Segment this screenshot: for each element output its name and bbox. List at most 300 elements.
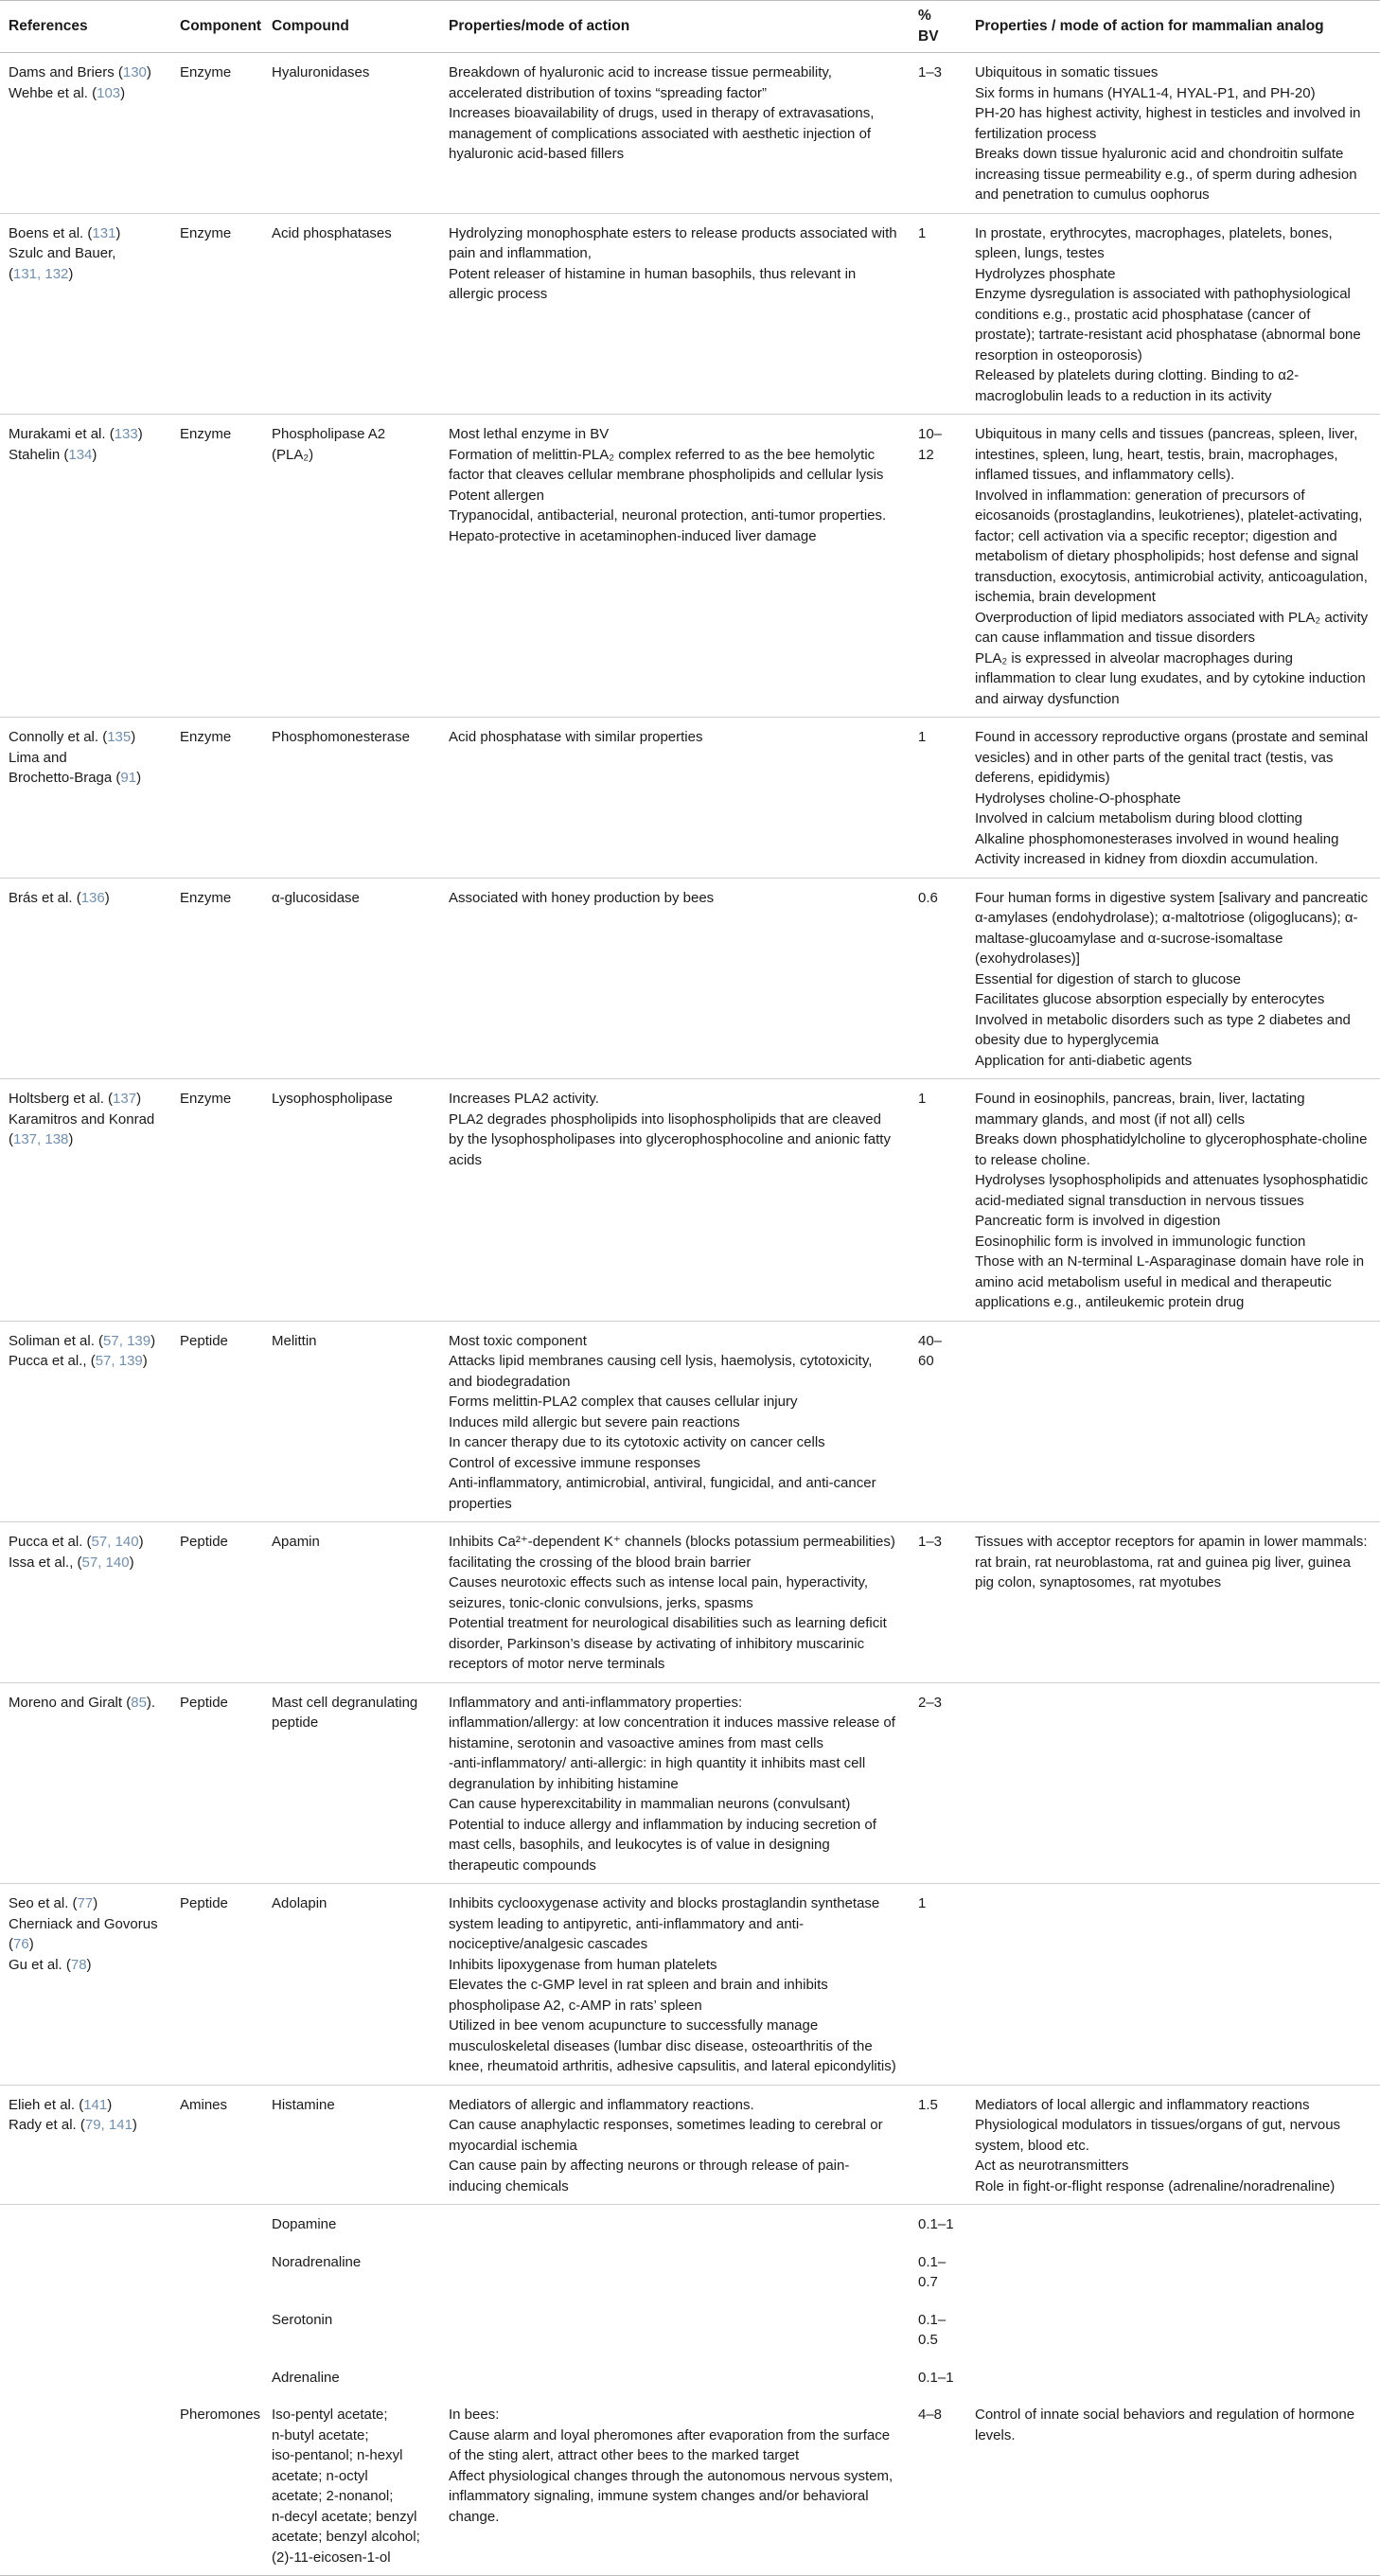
reference-text: ( [9, 1131, 13, 1147]
reference-suffix: ) [120, 84, 126, 101]
reference-line [9, 1089, 160, 1110]
cell-properties [440, 53, 910, 214]
mammalian-analog-line: Role in fight-or-flight response (adrenaline/noradrenaline) [975, 2177, 1336, 2194]
cell-compound [263, 718, 440, 879]
reference-line [9, 243, 160, 264]
properties-line: Hepato-protective in acetaminophen-induced liver damage [449, 527, 817, 544]
properties-line: Affect physiological changes through the autonomous nervous system, inflammatory signaling, immune system changes and/or behavioral change. [449, 2467, 893, 2525]
reference-line [9, 1914, 160, 1935]
properties-line: Causes neurotoxic effects such as intense local pain, hyperactivity, seizures, tonic-clonic convulsions, jerks, spasms [449, 1574, 869, 1611]
header-properties: Properties/mode of action [440, 1, 910, 53]
reference-text: Soliman et al. ( [9, 1332, 104, 1349]
citation-link[interactable]: 134 [68, 446, 93, 463]
citation-link[interactable]: 141 [83, 2096, 108, 2113]
mammalian-analog-line: Involved in metabolic disorders such as type 2 diabetes and obesity due to hyperglycemia [975, 1011, 1351, 1048]
citation-link[interactable]: 136 [80, 889, 105, 906]
properties-line: Cause alarm and loyal pheromones after evaporation from the surface of the sting alert, attract other bees to the marked target [449, 2426, 891, 2463]
mammalian-analog-line: Breaks down tissue hyaluronic acid and chondroitin sulfate increasing tissue permeability e.g., of sperm during adhesion and penetration to cumulus oophorus [975, 146, 1357, 203]
table-row [0, 2205, 1380, 2243]
cell-mammalian-analog [966, 2243, 1380, 2301]
cell-compound [263, 415, 440, 718]
reference-suffix: ) [137, 426, 143, 442]
reference-line [9, 1532, 160, 1553]
cell-compound [263, 2205, 440, 2243]
cell-compound [263, 53, 440, 214]
properties-line: Increases bioavailability of drugs, used in therapy of extravasations, management of complications associated with aesthetic injection of hyaluronic acid-based fillers [449, 105, 875, 162]
mammalian-analog-line: Breaks down phosphatidylcholine to glycerophosphate-choline to release choline. [975, 1131, 1368, 1168]
table-row [0, 1884, 1380, 2086]
properties-line: Inflammatory and anti-inflammatory properties: [449, 1694, 743, 1711]
cell-mammalian-analog [966, 213, 1380, 415]
reference-suffix: ) [132, 2117, 137, 2133]
cell-mammalian-analog [966, 1884, 1380, 2086]
cell-references [0, 2243, 171, 2301]
reference-line [9, 888, 160, 909]
header-mammalian-analog: Properties / mode of action for mammalian analog [966, 1, 1380, 53]
cell-component: Enzyme [171, 213, 263, 415]
mammalian-analog-line: Four human forms in digestive system [salivary and pancreatic α-amylases (endohydrolase); α-maltotriose (oligoglucans); α-maltase-glucoamylase and α-sucrose-isomaltase (exohydrolases)] [975, 889, 1369, 967]
mammalian-analog-line: Eosinophilic form is involved in immunologic function [975, 1233, 1306, 1250]
properties-line: Control of excessive immune responses [449, 1454, 700, 1471]
mammalian-analog-line: Hydrolyses lysophospholipids and attenuates lysophosphatidic acid-mediated signal transduction in nervous tissues [975, 1172, 1369, 1209]
cell-component: Enzyme [171, 1079, 263, 1322]
mammalian-analog-line: Mediators of local allergic and inflammatory reactions [975, 2096, 1310, 2113]
reference-text: ( [9, 265, 13, 282]
reference-line [9, 1955, 160, 1976]
cell-percent-bv: 1.5 [910, 2085, 966, 2205]
reference-suffix: ) [142, 1353, 148, 1369]
cell-compound [263, 2085, 440, 2205]
properties-line: Potential to induce allergy and inflammation by inducing secretion of mast cells, basophils, and leukocytes is of value in designing therapeutic compounds [449, 1816, 876, 1874]
mammalian-analog-line: Found in accessory reproductive organs (prostate and seminal vesicles) and in other parts of the genital tract (testis, vas deferens, epididymis) [975, 729, 1369, 786]
reference-text: Elieh et al. ( [9, 2096, 84, 2113]
table-header [0, 1, 1380, 53]
table-row [0, 2301, 1380, 2358]
reference-text: Dams and Briers ( [9, 64, 123, 80]
table-row [0, 1522, 1380, 1683]
reference-suffix: ) [68, 265, 74, 282]
cell-compound [263, 1522, 440, 1683]
reference-text: Wehbe et al. ( [9, 84, 97, 101]
compound-line: Noradrenaline [272, 2253, 362, 2270]
reference-suffix: ) [92, 446, 97, 463]
mammalian-analog-line: Overproduction of lipid mediators associated with PLA₂ activity can cause inflammation and tissue disorders [975, 609, 1369, 646]
mammalian-analog-line: PLA₂ is expressed in alveolar macrophages during inflammation to clear lung exudates, and by cytokine induction and airway dysfunction [975, 649, 1366, 707]
mammalian-analog-line: Activity increased in kidney from dioxdin accumulation. [975, 851, 1318, 867]
properties-line: Most toxic component [449, 1332, 587, 1349]
cell-references [0, 2395, 171, 2576]
cell-properties [440, 415, 910, 718]
reference-text: Cherniack and Govorus [9, 1915, 158, 1932]
mammalian-analog-line: Found in eosinophils, pancreas, brain, liver, lactating mammary glands, and most (if not all) cells [975, 1091, 1305, 1128]
reference-text: Murakami et al. ( [9, 426, 115, 442]
header-references: References [0, 1, 171, 53]
reference-line [9, 424, 160, 445]
properties-line: In cancer therapy due to its cytotoxic activity on cancer cells [449, 1434, 825, 1450]
compound-line: Lysophospholipase [272, 1091, 393, 1107]
properties-line: -anti-inflammatory/ anti-allergic: in high quantity it inhibits mast cell degranulation by inhibiting histamine [449, 1755, 866, 1792]
properties-line: Breakdown of hyaluronic acid to increase tissue permeability, accelerated distribution of toxins “spreading factor” [449, 64, 832, 101]
table-row [0, 2085, 1380, 2205]
cell-references [0, 1079, 171, 1322]
cell-component: Enzyme [171, 878, 263, 1079]
compound-line: Mast cell degranulating [272, 1694, 418, 1711]
compound-line: Melittin [272, 1332, 317, 1349]
header-compound: Compound [263, 1, 440, 53]
cell-component: Pheromones [171, 2395, 263, 2576]
cell-compound [263, 1321, 440, 1522]
mammalian-analog-line: Application for anti-diabetic agents [975, 1052, 1193, 1069]
mammalian-analog-line: Control of innate social behaviors and regulation of hormone levels. [975, 2407, 1355, 2443]
properties-line: Attacks lipid membranes causing cell lysis, haemolysis, cytotoxicity, and biodegradation [449, 1353, 873, 1390]
reference-line [9, 1934, 160, 1955]
cell-component: Amines [171, 2085, 263, 2205]
compound-line: Adolapin [272, 1895, 327, 1911]
reference-suffix: ) [107, 2096, 113, 2113]
reference-text: Gu et al. ( [9, 1956, 71, 1973]
cell-references [0, 1884, 171, 2086]
reference-suffix: ) [129, 1554, 134, 1571]
reference-suffix: ) [104, 889, 110, 906]
table-row [0, 2358, 1380, 2396]
reference-line [9, 1110, 160, 1130]
mammalian-analog-line: PH-20 has highest activity, highest in testicles and involved in fertilization process [975, 105, 1361, 142]
cell-mammalian-analog [966, 2085, 1380, 2205]
properties-line: Potent allergen [449, 487, 544, 504]
citation-link[interactable]: 137 [113, 1091, 137, 1107]
reference-line [9, 1129, 160, 1150]
cell-percent-bv: 0.1– 0.7 [918, 2253, 947, 2290]
reference-suffix: ) [150, 1332, 156, 1349]
cell-compound [263, 878, 440, 1079]
table-row [0, 718, 1380, 879]
compound-line: peptide [272, 1714, 319, 1731]
cell-references [0, 2358, 171, 2396]
cell-percent-bv: 2–3 [910, 1682, 966, 1884]
mammalian-analog-line: Hydrolyses choline-O-phosphate [975, 790, 1181, 807]
reference-text: Holtsberg et al. ( [9, 1091, 114, 1107]
properties-line: In bees: [449, 2407, 500, 2423]
citation-link[interactable]: 57, 139 [103, 1332, 151, 1349]
mammalian-analog-line: Alkaline phosphomonesterases involved in wound healing [975, 830, 1339, 847]
cell-mammalian-analog [966, 2358, 1380, 2396]
citation-link[interactable]: 131, 132 [13, 265, 69, 282]
properties-line: Can cause anaphylactic responses, sometimes leading to cerebral or myocardial ischemia [449, 2117, 883, 2154]
properties-line: Most lethal enzyme in BV [449, 426, 610, 442]
table-row [0, 2243, 1380, 2301]
cell-percent-bv: 0.1–1 [910, 2205, 966, 2243]
reference-suffix: ) [86, 1956, 92, 1973]
cell-properties [440, 1522, 910, 1683]
cell-percent-bv: 1–3 [918, 64, 943, 80]
properties-line: Anti-inflammatory, antimicrobial, antiviral, fungicidal, and anti-cancer properties [449, 1475, 876, 1512]
citation-link[interactable]: 130 [122, 64, 147, 80]
reference-suffix: ) [136, 1091, 142, 1107]
properties-line: Inhibits cyclooxygenase activity and blocks prostaglandin synthetase system leading to antipyretic, anti-inflammatory and anti-nociceptive/analgesic cascades [449, 1895, 880, 1952]
cell-references [0, 213, 171, 415]
cell-references [0, 415, 171, 718]
table-row [0, 1321, 1380, 1522]
cell-references [0, 2085, 171, 2205]
cell-percent-bv: 1 [910, 1884, 966, 2086]
table-body [0, 53, 1380, 2576]
citation-link[interactable]: 133 [114, 426, 138, 442]
cell-percent-bv: 1 [910, 1079, 966, 1322]
reference-text: Rady et al. ( [9, 2117, 85, 2133]
compound-line: Iso-pentyl acetate; [272, 2407, 388, 2423]
cell-mammalian-analog [966, 2205, 1380, 2243]
reference-text: Pucca et al. ( [9, 1534, 92, 1550]
reference-suffix: ) [138, 1534, 144, 1550]
cell-references [0, 718, 171, 879]
reference-text: Moreno and Giralt ( [9, 1694, 132, 1711]
properties-line: Potential treatment for neurological disabilities such as learning deficit disorder, Parkinson’s disease by activating of inhibitory muscarinic receptors of motor nerve terminals [449, 1615, 887, 1672]
cell-component: Enzyme [180, 64, 232, 80]
cell-mammalian-analog [966, 2395, 1380, 2576]
cell-references [0, 1682, 171, 1884]
compound-line: α-glucosidase [272, 889, 360, 906]
mammalian-analog-line: Physiological modulators in tissues/organs of gut, nervous system, blood etc. [975, 2117, 1341, 2154]
table-row [0, 53, 1380, 214]
properties-line: Utilized in bee venom acupuncture to successfully manage musculoskeletal diseases (lumbar disc disease, osteoarthritis of the knee, rheumatoid arthritis, adhesive capsulitis, and lateral epicondylitis) [449, 2017, 896, 2074]
reference-line [9, 1331, 160, 1352]
citation-link[interactable]: 79, 141 [84, 2117, 133, 2133]
cell-percent-bv: 0.1–1 [918, 2369, 954, 2386]
compound-line: Adrenaline [272, 2369, 340, 2386]
reference-line [9, 768, 160, 789]
mammalian-analog-line: Essential for digestion of starch to glucose [975, 970, 1241, 987]
cell-component: Peptide [171, 1884, 263, 2086]
cell-compound [263, 2358, 440, 2396]
mammalian-analog-line: Tissues with acceptor receptors for apamin in lower mammals: rat brain, rat neuroblastoma, rat and guinea pig liver, guinea pig colon, synaptosomes, rat myotubes [975, 1534, 1368, 1590]
properties-line: Inhibits Ca²⁺-dependent K⁺ channels (blocks potassium permeabilities) facilitating the crossing of the blood brain barrier [449, 1534, 895, 1571]
cell-properties [440, 2205, 910, 2243]
reference-suffix: ) [93, 1895, 98, 1911]
reference-line [9, 2115, 160, 2136]
cell-percent-bv: 40–60 [910, 1321, 966, 1522]
cell-percent-bv: 1 [910, 718, 966, 879]
cell-component: Enzyme [171, 415, 263, 718]
citation-link[interactable]: 135 [107, 729, 132, 745]
properties-line: Associated with honey production by bees [449, 889, 715, 906]
citation-link[interactable]: 76 [13, 1936, 29, 1952]
cell-references [0, 878, 171, 1079]
properties-line: Inhibits lipoxygenase from human platelets [449, 1956, 717, 1973]
cell-percent-bv: 10–12 [910, 415, 966, 718]
reference-suffix: ). [146, 1694, 156, 1711]
cell-mammalian-analog [966, 878, 1380, 1079]
header-row [0, 1, 1380, 53]
reference-suffix: ) [146, 64, 151, 80]
reference-suffix: ) [136, 770, 142, 786]
cell-mammalian-analog [966, 1682, 1380, 1884]
properties-line: inflammation/allergy: at low concentration it induces massive release of histamine, serotonin and vasoactive amines from mast cells [449, 1714, 895, 1751]
compound-line: Phosphomonesterase [272, 729, 410, 745]
table-row [0, 2395, 1380, 2576]
cell-properties [440, 1079, 910, 1322]
properties-line: Potent releaser of histamine in human basophils, thus relevant in allergic process [449, 265, 857, 302]
cell-properties [440, 718, 910, 879]
compound-line: acetate; 2-nonanol; [272, 2488, 394, 2504]
citation-link[interactable]: 57, 139 [95, 1353, 143, 1369]
cell-mammalian-analog [966, 1321, 1380, 1522]
reference-text: Pucca et al., ( [9, 1353, 96, 1369]
citation-link[interactable]: 85 [131, 1694, 147, 1711]
compound-line: iso-pentanol; n-hexyl [272, 2447, 403, 2463]
mammalian-analog-line: Released by platelets during clotting. Binding to α2-macroglobulin leads to a reduction in its activity [975, 367, 1300, 404]
mammalian-analog-line: Enzyme dysregulation is associated with pathophysiological conditions e.g., prostatic acid phosphatase (cancer of prostate); tartrate-resistant acid phosphatase (abnormal bone resorption in osteoporosis) [975, 286, 1361, 364]
properties-line: Formation of melittin-PLA₂ complex referred to as the bee hemolytic factor that cleaves cellular membrane phospholipids and cellular lysis [449, 446, 884, 483]
reference-suffix: ) [115, 224, 121, 241]
table-row [0, 878, 1380, 1079]
cell-mammalian-analog [966, 1079, 1380, 1322]
cell-properties [440, 1884, 910, 2086]
cell-properties [440, 878, 910, 1079]
citation-link[interactable]: 78 [70, 1956, 87, 1973]
properties-line: PLA2 degrades phospholipids into lisophospholipids that are cleaved by the lysophospholipases into glycerophosphocoline and anionic fatty acids [449, 1110, 891, 1168]
table-row [0, 1682, 1380, 1884]
compound-line: (2)-11-eicosen-1-ol [272, 2549, 391, 2566]
reference-line [9, 62, 160, 83]
cell-percent-bv: 0.1– 0.5 [918, 2311, 947, 2348]
reference-suffix: ) [28, 1936, 34, 1952]
cell-properties [440, 1321, 910, 1522]
reference-line [9, 1693, 160, 1714]
cell-percent-bv: 1 [910, 213, 966, 415]
compound-line: Acid phosphatases [272, 224, 392, 241]
cell-compound [263, 2301, 440, 2358]
cell-component: Enzyme [171, 718, 263, 879]
cell-mammalian-analog [966, 53, 1380, 214]
reference-line [9, 1351, 160, 1372]
reference-line [9, 264, 160, 285]
cell-properties [440, 213, 910, 415]
cell-properties [440, 2358, 910, 2396]
cell-references [0, 1522, 171, 1683]
mammalian-analog-line: Six forms in humans (HYAL1-4, HYAL-P1, and PH-20) [975, 84, 1316, 101]
cell-properties [440, 1682, 910, 1884]
cell-mammalian-analog [966, 415, 1380, 718]
reference-line [9, 1553, 160, 1573]
cell-percent-bv: 1–3 [910, 1522, 966, 1683]
citation-link[interactable]: 131 [92, 224, 116, 241]
reference-line [9, 748, 160, 769]
reference-text: Seo et al. ( [9, 1895, 78, 1911]
properties-line: Mediators of allergic and inflammatory reactions. [449, 2096, 754, 2113]
reference-suffix: ) [131, 729, 136, 745]
mammalian-analog-line: Facilitates glucose absorption especially by enterocytes [975, 991, 1325, 1007]
citation-link[interactable]: 91 [120, 770, 137, 786]
cell-component [171, 2358, 263, 2396]
cell-component: Peptide [171, 1321, 263, 1522]
table-row [0, 415, 1380, 718]
cell-references [0, 53, 171, 214]
cell-compound [263, 2395, 440, 2576]
mammalian-analog-line: Act as neurotransmitters [975, 2158, 1129, 2174]
table-row [0, 213, 1380, 415]
reference-text: Issa et al., ( [9, 1554, 82, 1571]
cell-references [0, 2205, 171, 2243]
properties-line: Can cause pain by affecting neurons or through release of pain-inducing chemicals [449, 2158, 850, 2194]
cell-mammalian-analog [966, 1522, 1380, 1683]
cell-properties [440, 2301, 910, 2358]
reference-line [9, 223, 160, 244]
reference-text: Karamitros and Konrad [9, 1110, 155, 1128]
cell-component [171, 2205, 263, 2243]
citation-link[interactable]: 103 [97, 84, 121, 101]
reference-text: Connolly et al. ( [9, 729, 108, 745]
cell-component: Peptide [171, 1682, 263, 1884]
compound-line: (PLA₂) [272, 446, 314, 463]
citation-link[interactable]: 137, 138 [13, 1131, 69, 1147]
mammalian-analog-line: Ubiquitous in many cells and tissues (pancreas, spleen, liver, intestines, spleen, lung, heart, testis, brain, macrophages, inflamed tissues, and inflammatory cells). [975, 426, 1358, 483]
cell-references [0, 1321, 171, 1522]
mammalian-analog-line: Pancreatic form is involved in digestion [975, 1213, 1221, 1229]
mammalian-analog-line: In prostate, erythrocytes, macrophages, platelets, bones, spleen, lungs, testes [975, 224, 1333, 261]
cell-properties [440, 2243, 910, 2301]
compound-line: Hyaluronidases [272, 64, 370, 80]
reference-text: Lima and [9, 749, 67, 766]
properties-line: Trypanocidal, antibacterial, neuronal protection, anti-tumor properties. [449, 507, 887, 524]
table-row [0, 1079, 1380, 1322]
reference-text: Szulc and Bauer, [9, 245, 116, 261]
compound-line: Histamine [272, 2096, 335, 2113]
properties-line: Can cause hyperexcitability in mammalian neurons (convulsant) [449, 1796, 851, 1812]
cell-references [0, 2301, 171, 2358]
cell-properties [440, 2085, 910, 2205]
compound-line: acetate; n-octyl [272, 2467, 368, 2484]
cell-component [171, 2243, 263, 2301]
reference-text: ( [9, 1936, 13, 1952]
reference-text: Stahelin ( [9, 446, 69, 463]
compound-line: Phospholipase A2 [272, 426, 386, 442]
properties-line: Hydrolyzing monophosphate esters to release products associated with pain and inflammation, [449, 224, 897, 261]
reference-line [9, 445, 160, 466]
properties-line: Acid phosphatase with similar properties [449, 729, 703, 745]
cell-mammalian-analog [966, 2301, 1380, 2358]
compound-line: n-decyl acetate; benzyl [272, 2508, 417, 2525]
citation-link[interactable]: 57, 140 [91, 1534, 139, 1550]
compound-line: Serotonin [272, 2311, 333, 2328]
reference-text: Brás et al. ( [9, 889, 81, 906]
citation-link[interactable]: 57, 140 [81, 1554, 130, 1571]
compound-line: Apamin [272, 1534, 320, 1550]
cell-percent-bv: 4–8 [910, 2395, 966, 2576]
properties-line: Elevates the c-GMP level in rat spleen and brain and inhibits phospholipase A2, c-AMP in rats’ spleen [449, 1977, 828, 2014]
properties-line: Induces mild allergic but severe pain reactions [449, 1413, 740, 1430]
mammalian-analog-line: Involved in calcium metabolism during blood clotting [975, 810, 1303, 826]
cell-properties [440, 2395, 910, 2576]
reference-line [9, 1893, 160, 1914]
compound-line: acetate; benzyl alcohol; [272, 2529, 420, 2545]
compound-line: n-butyl acetate; [272, 2426, 369, 2443]
properties-line: Increases PLA2 activity. [449, 1091, 599, 1107]
header-component: Component [171, 1, 263, 53]
reference-line [9, 83, 160, 104]
properties-line: Forms melittin-PLA2 complex that causes cellular injury [449, 1394, 798, 1410]
mammalian-analog-line: Hydrolyzes phosphate [975, 265, 1116, 282]
cell-percent-bv: 0.6 [910, 878, 966, 1079]
cell-compound [263, 1079, 440, 1322]
mammalian-analog-line: Ubiquitous in somatic tissues [975, 64, 1159, 80]
reference-suffix: ) [68, 1131, 74, 1147]
citation-link[interactable]: 77 [77, 1895, 94, 1911]
reference-line [9, 727, 160, 748]
cell-compound [263, 2243, 440, 2301]
mammalian-analog-line: Those with an N-terminal L-Asparaginase domain have role in amino acid metabolism useful in medical and therapeutic applications e.g., antileukemic protein drug [975, 1253, 1365, 1310]
header-percent-bv: % BV [910, 1, 966, 53]
cell-component: Peptide [171, 1522, 263, 1683]
